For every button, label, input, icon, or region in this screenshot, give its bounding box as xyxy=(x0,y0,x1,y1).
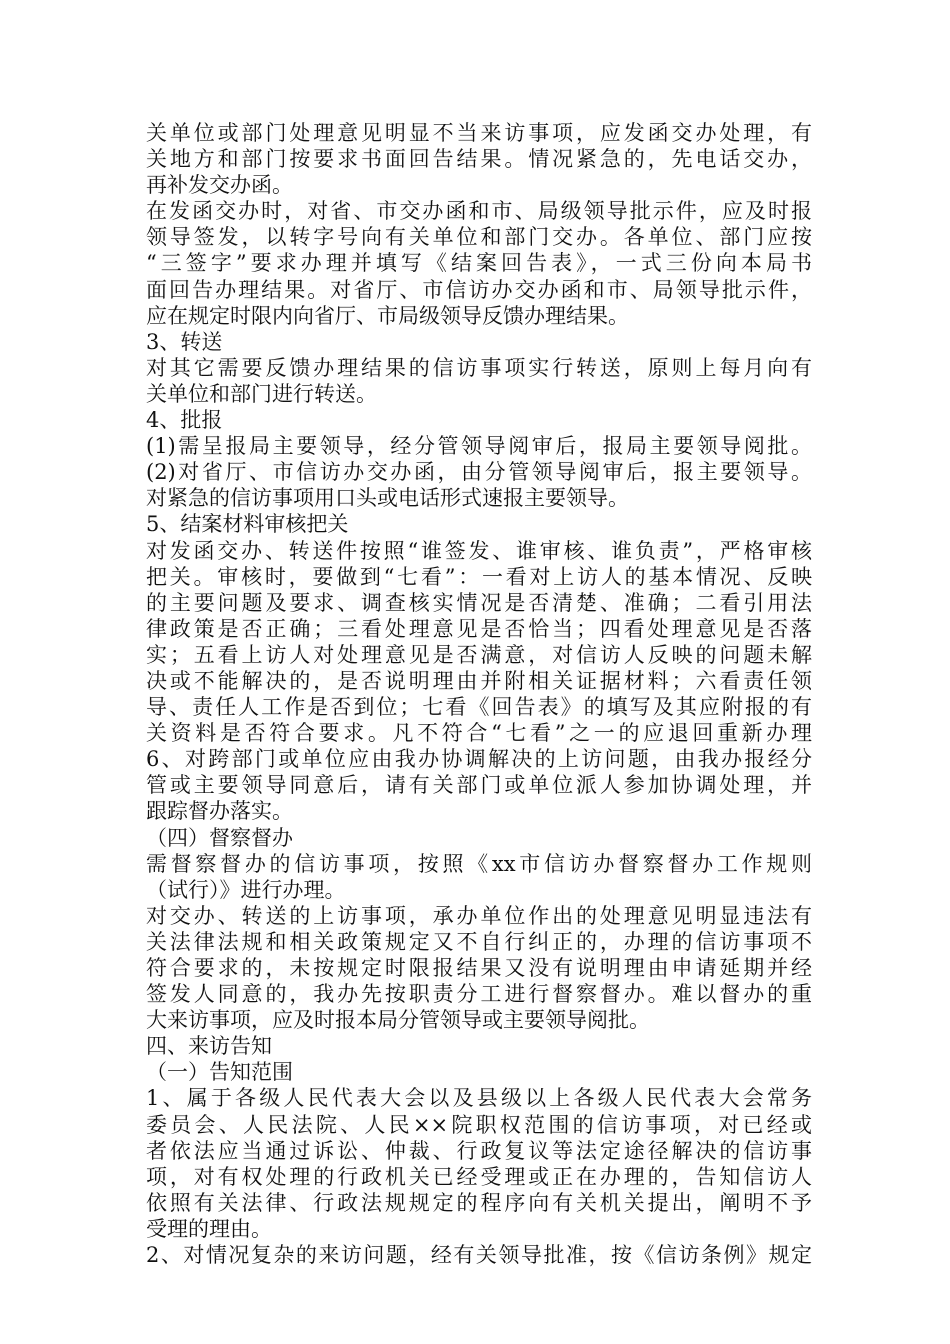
text-line: (2)对省厅、市信访办交办函，由分管领导阅审后，报主要领导。 xyxy=(146,460,812,485)
text-line: 签发人同意的，我办先按职责分工进行督察督办。难以督办的重 xyxy=(146,982,812,1007)
text-line: 把关。审核时，要做到“七看”：一看对上访人的基本情况、反映 xyxy=(146,564,812,589)
text-line: 实；五看上访人对处理意见是否满意，对信访人反映的问题未解 xyxy=(146,642,812,667)
text-line: 律政策是否正确；三看处理意见是否恰当；四看处理意见是否落 xyxy=(146,616,812,641)
text-line: 对紧急的信访事项用口头或电话形式速报主要领导。 xyxy=(146,486,629,511)
text-line: 关地方和部门按要求书面回告结果。情况紧急的，先电话交办， xyxy=(146,147,812,172)
text-line: 对发函交办、转送件按照“谁签发、谁审核、谁负责”，严格审核 xyxy=(146,538,812,563)
text-line: 导、责任人工作是否到位；七看《回告表》的填写及其应附报的有 xyxy=(146,695,812,720)
document-body xyxy=(146,120,812,1268)
text-line: 决或不能解决的，是否说明理由并附相关证据材料；六看责任领 xyxy=(146,668,812,693)
text-line: 6、对跨部门或单位应由我办协调解决的上访问题，由我办报经分 xyxy=(146,747,812,772)
text-line: 的主要问题及要求、调查核实情况是否清楚、准确；二看引用法 xyxy=(146,590,812,615)
text-line: 关资料是否符合要求。凡不符合“七看”之一的应退回重新办理 xyxy=(146,721,812,746)
text-line: 3、转送 xyxy=(146,329,223,354)
text-line: 项，对有权处理的行政机关已经受理或正在办理的，告知信访人 xyxy=(146,1164,812,1189)
text-line: 关单位或部门处理意见明显不当来访事项，应发函交办处理，有 xyxy=(146,121,812,145)
text-line: 应在规定时限内向省厅、市局级领导反馈办理结果。 xyxy=(146,303,629,328)
text-line: 再补发交办函。 xyxy=(146,173,293,198)
text-line: 对交办、转送的上访事项，承办单位作出的处理意见明显违法有 xyxy=(146,903,812,928)
text-line: 大来访事项，应及时报本局分管领导或主要领导阅批。 xyxy=(146,1008,650,1033)
text-line: 对其它需要反馈办理结果的信访事项实行转送，原则上每月向有 xyxy=(146,355,812,380)
text-line: 关法律法规和相关政策规定又不自行纠正的，办理的信访事项不 xyxy=(146,929,812,954)
text-line: 者依法应当通过诉讼、仲裁、行政复议等法定途径解决的信访事 xyxy=(146,1138,812,1163)
text-line: 管或主要领导同意后，请有关部门或单位派人参加协调处理，并 xyxy=(146,773,812,798)
text-line: 面回告办理结果。对省厅、市信访办交办函和市、局领导批示件， xyxy=(146,277,812,302)
text-line: 5、结案材料审核把关 xyxy=(146,512,349,537)
text-line: 在发函交办时，对省、市交办函和市、局级领导批示件，应及时报 xyxy=(146,199,812,224)
text-line: 依照有关法律、行政法规规定的程序向有关机关提出，阐明不予 xyxy=(146,1190,812,1215)
text-line: 关单位和部门进行转送。 xyxy=(146,381,377,406)
text-line: 受理的理由。 xyxy=(146,1216,272,1241)
text-line: 委员会、人民法院、人民××院职权范围的信访事项，对已经或 xyxy=(146,1112,812,1137)
text-line: （四）督察督办 xyxy=(146,825,293,850)
text-line: 4、批报 xyxy=(146,408,223,433)
text-line: “三签字”要求办理并填写《结案回告表》，一式三份向本局书 xyxy=(146,251,812,276)
text-line: 1、属于各级人民代表大会以及县级以上各级人民代表大会常务 xyxy=(146,1086,812,1111)
text-line: 领导签发，以转字号向有关单位和部门交办。各单位、部门应按 xyxy=(146,225,812,250)
text-line: 需督察督办的信访事项，按照《xx市信访办督察督办工作规则 xyxy=(146,851,812,876)
text-line: 四、来访告知 xyxy=(146,1034,272,1059)
text-line: 跟踪督办落实。 xyxy=(146,799,293,824)
text-line: (1)需呈报局主要领导，经分管领导阅审后，报局主要领导阅批。 xyxy=(146,434,812,459)
text-line: （一）告知范围 xyxy=(146,1060,293,1085)
text-line: 2、对情况复杂的来访问题，经有关领导批准，按《信访条例》规定 xyxy=(146,1243,812,1268)
text-line: （试行）》进行办理。 xyxy=(146,877,346,902)
text-line: 符合要求的，未按规定时限报结果又没有说明理由申请延期并经 xyxy=(146,956,812,980)
